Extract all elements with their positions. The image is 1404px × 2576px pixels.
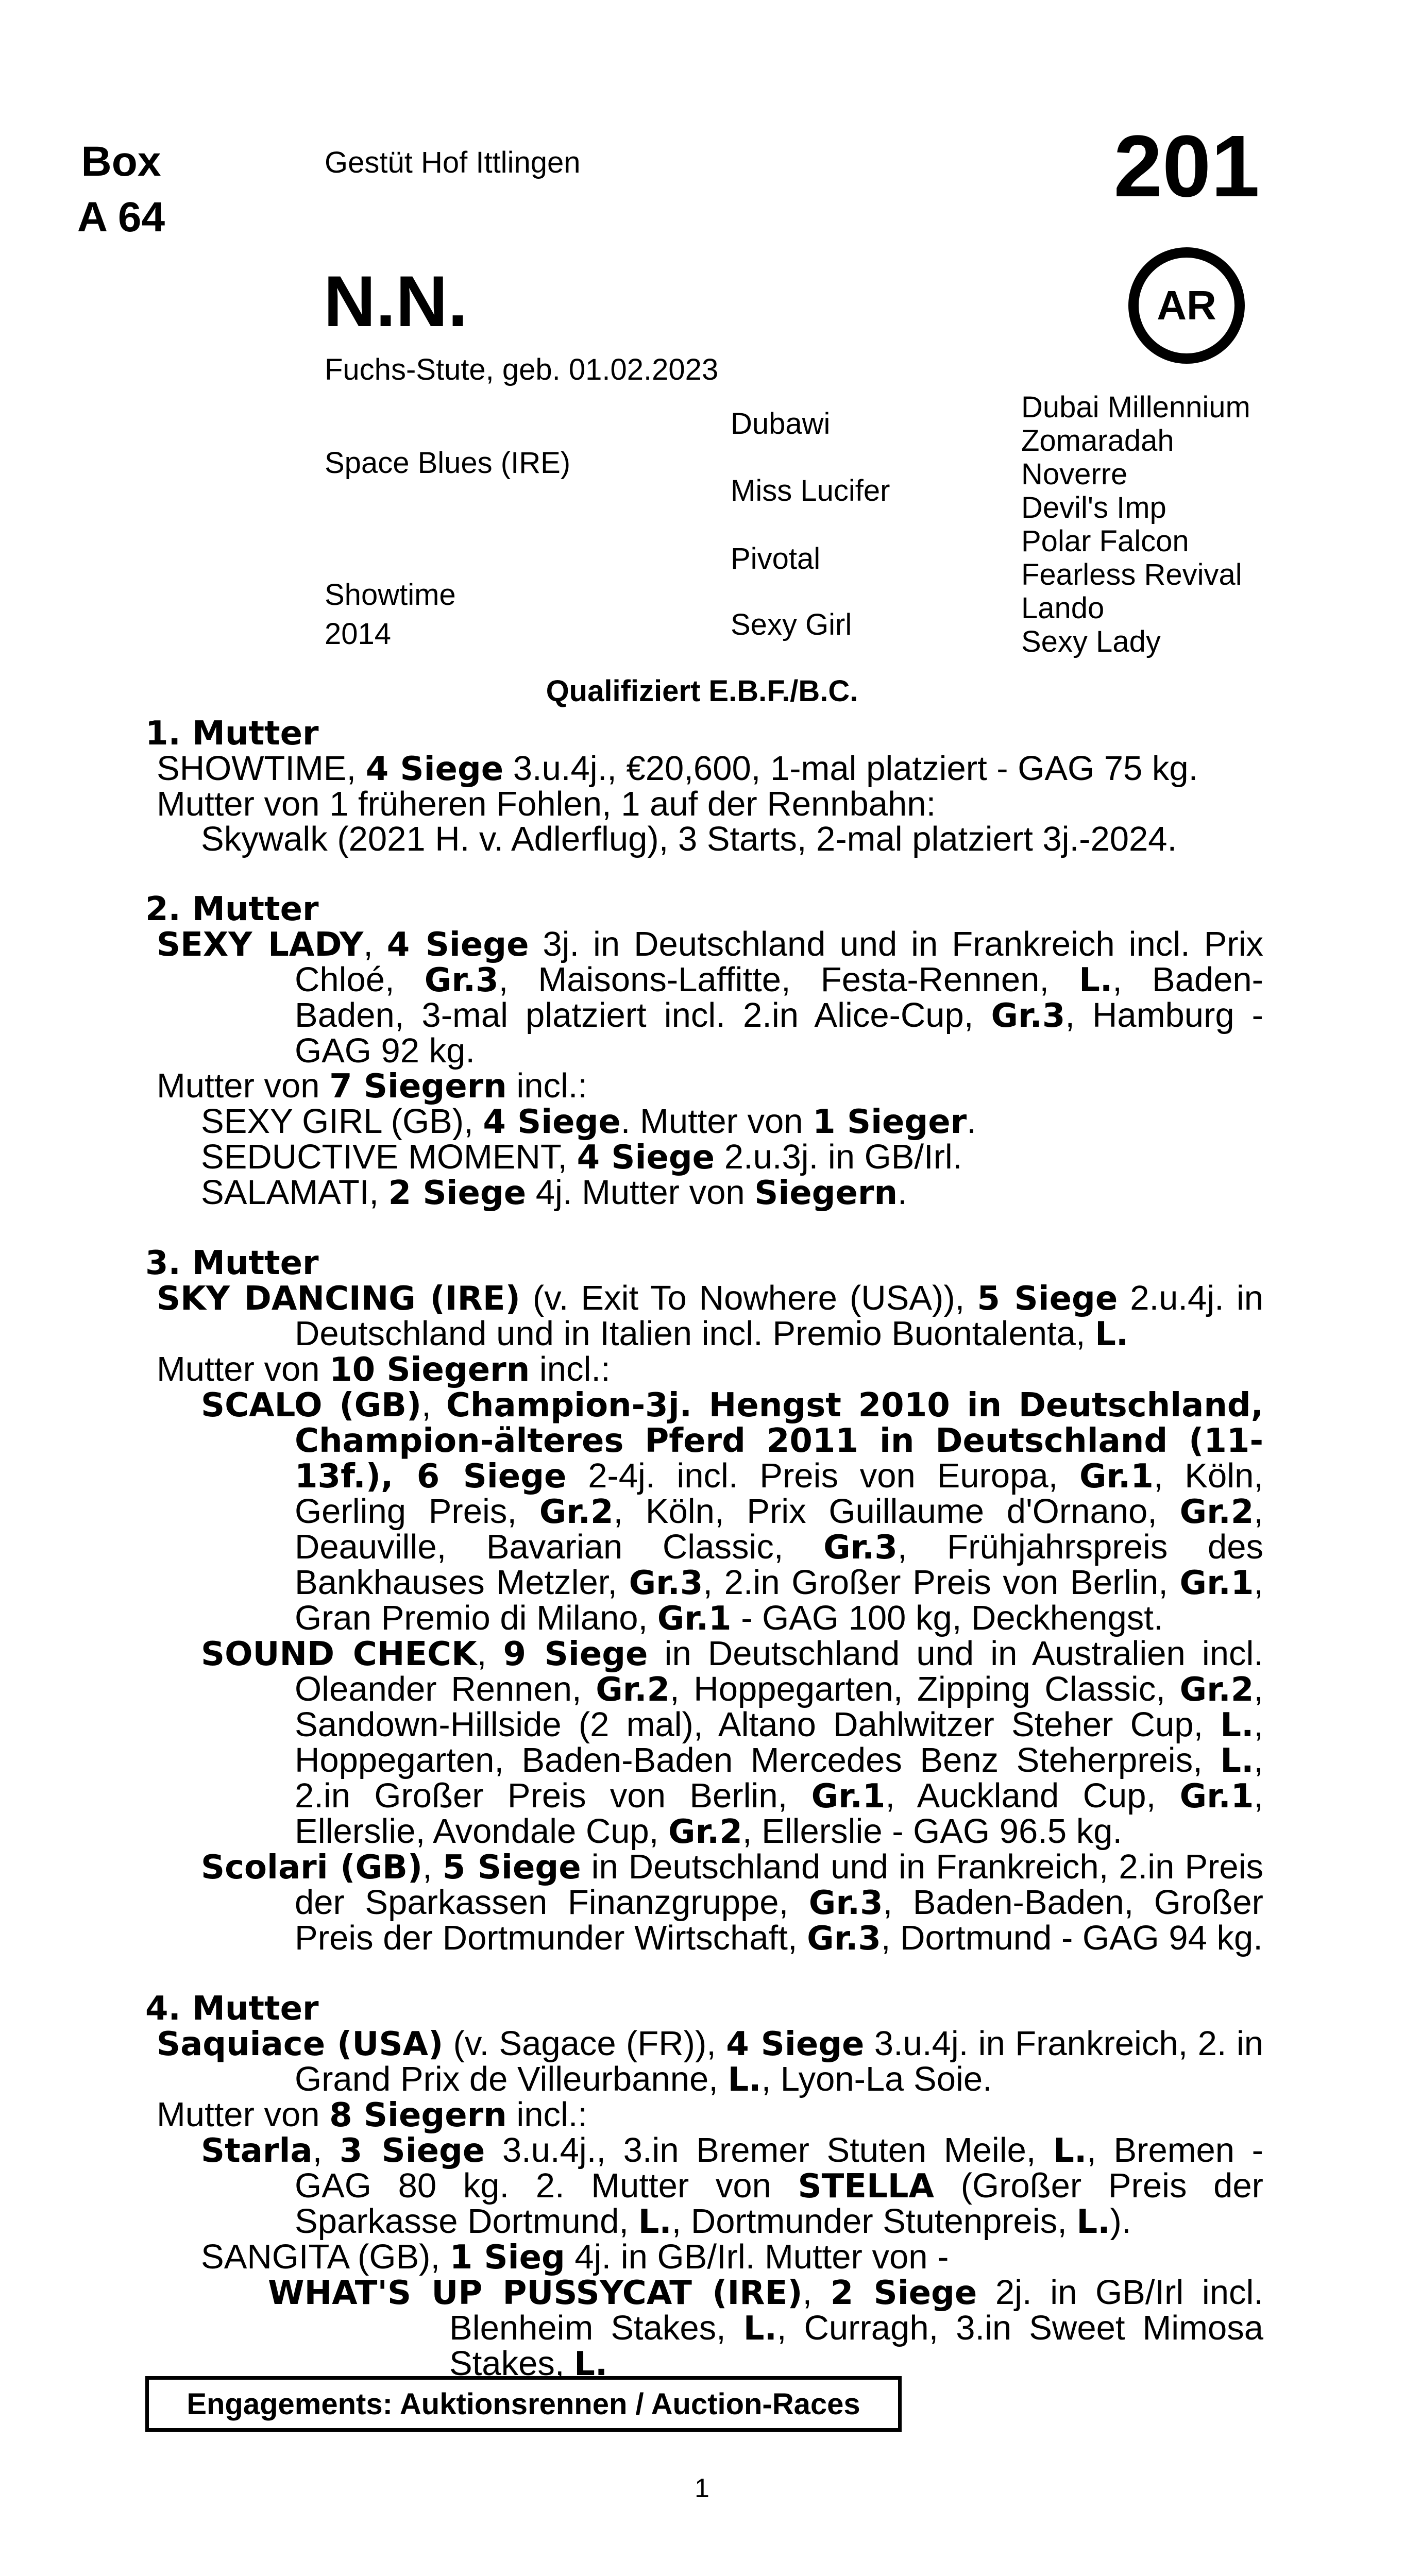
pedigree-dam: Showtime bbox=[325, 578, 456, 612]
page-number: 1 bbox=[695, 2473, 709, 2503]
pedigree-dam-sire: Pivotal bbox=[731, 542, 821, 575]
produce-entry: SALAMATI, 2 Siege 4j. Mutter von Siegern. bbox=[201, 1173, 907, 1212]
produce-entry: Scolari (GB), 5 Siege in Deutschland und in Frankreich, 2.in Preis der Sparkassen Finanzgruppe, Gr.3, Baden-Baden, Großer Preis der Dortmunder Wirtschaft, Gr.3, Dortmund - GAG 94 kg. bbox=[201, 1848, 1264, 1958]
pedigree-ancestor: Zomaradah bbox=[1021, 424, 1174, 457]
section-title: 2. Mutter bbox=[145, 890, 319, 928]
pedigree-ancestor: Polar Falcon bbox=[1021, 524, 1189, 558]
produce-entry: SCALO (GB), Champion-3j. Hengst 2010 in Deutschland, Champion-älteres Pferd 2011 in Deutschland (11-13f.), 6 Siege 2-4j. incl. Preis von Europa, Gr.1, Köln, Gerling Preis, Gr.2, Köln, Prix Guillaume d'Ornano, Gr.2, Deauville, Bavarian Classic, Gr.3, Frühjahrspreis des Bankhauses Metzler, Gr.3, 2.in Großer Preis von Berlin, Gr.1, Gran Premio di Milano, Gr.1 - GAG 100 kg, Deckhengst. bbox=[201, 1385, 1264, 1638]
family-details bbox=[145, 716, 1263, 2417]
section-title: 1. Mutter bbox=[145, 715, 319, 753]
fourth-dam-section bbox=[145, 1991, 1263, 2382]
pedigree-dam-year: 2014 bbox=[325, 617, 392, 651]
ar-badge bbox=[1128, 247, 1245, 364]
engagements-box bbox=[145, 2376, 902, 2432]
box-number: A 64 bbox=[77, 194, 165, 241]
section-title: 4. Mutter bbox=[145, 1990, 319, 2028]
pedigree-ancestor: Fearless Revival bbox=[1021, 558, 1242, 591]
horse-name: N.N. bbox=[324, 261, 468, 342]
pedigree-ancestor: Lando bbox=[1021, 591, 1105, 625]
produce-entry: SEXY GIRL (GB), 4 Siege. Mutter von 1 Sieger. bbox=[201, 1102, 976, 1141]
produce-summary: Mutter von 8 Siegern incl.: bbox=[157, 2095, 588, 2134]
pedigree-ancestor: Dubai Millennium bbox=[1021, 391, 1250, 424]
pedigree-dam-dam: Sexy Girl bbox=[731, 608, 852, 641]
produce-entry: WHAT'S UP PUSSYCAT (IRE), 2 Siege 2j. in GB/Irl incl. Blenheim Stakes, L., Curragh, 3.in Sweet Mimosa Stakes, L. bbox=[268, 2273, 1264, 2383]
dam-record: SHOWTIME, 4 Siege 3.u.4j., €20,600, 1-mal platziert - GAG 75 kg. bbox=[157, 749, 1198, 788]
produce-entry: Starla, 3 Siege 3.u.4j., 3.in Bremer Stuten Meile, L., Bremen - GAG 80 kg. 2. Mutter von STELLA (Großer Preis der Sparkasse Dortmund, L., Dortmunder Stutenpreis, L.). bbox=[201, 2131, 1263, 2241]
produce-entry: SEDUCTIVE MOMENT, 4 Siege 2.u.3j. in GB/Irl. bbox=[201, 1138, 962, 1177]
stud-name: Gestüt Hof Ittlingen bbox=[325, 146, 581, 179]
box-label: Box bbox=[81, 138, 161, 185]
dam-record: Saquiace (USA) (v. Sagace (FR)), 4 Siege 3.u.4j. in Frankreich, 2. in Grand Prix de Villeurbanne, L., Lyon-La Soie. bbox=[157, 2024, 1264, 2099]
qualification: Qualifiziert E.B.F./B.C. bbox=[546, 674, 858, 708]
pedigree-sire-sire: Dubawi bbox=[731, 407, 831, 440]
pedigree-ancestor: Noverre bbox=[1021, 457, 1128, 491]
third-dam-section bbox=[145, 1246, 1263, 1956]
first-dam-section bbox=[145, 716, 1263, 857]
produce-summary: Mutter von 7 Siegern incl.: bbox=[157, 1066, 588, 1106]
produce-summary: Mutter von 10 Siegern incl.: bbox=[157, 1350, 611, 1389]
pedigree-ancestor: Devil's Imp bbox=[1021, 491, 1166, 524]
produce-summary: Mutter von 1 früheren Fohlen, 1 auf der Rennbahn: bbox=[157, 785, 936, 823]
pedigree-sire-dam: Miss Lucifer bbox=[731, 474, 890, 507]
catalogue-number: 201 bbox=[1113, 117, 1260, 215]
pedigree-third-generation bbox=[1021, 391, 1250, 658]
produce-entry: SANGITA (GB), 1 Sieg 4j. in GB/Irl. Mutter von - bbox=[201, 2238, 949, 2277]
pedigree-sire: Space Blues (IRE) bbox=[325, 446, 571, 480]
pedigree-ancestor: Sexy Lady bbox=[1021, 625, 1161, 658]
produce-entry: SOUND CHECK, 9 Siege in Deutschland und in Australien incl. Oleander Rennen, Gr.2, Hoppegarten, Zipping Classic, Gr.2, Sandown-Hillside (2 mal), Altano Dahlwitzer Steher Cup, L., Hoppegarten, Baden-Baden Mercedes Benz Steherpreis, L., 2.in Großer Preis von Berlin, Gr.1, Auckland Cup, Gr.1, Ellerslie, Avondale Cup, Gr.2, Ellerslie - GAG 96.5 kg. bbox=[201, 1634, 1264, 1851]
section-title: 3. Mutter bbox=[145, 1244, 319, 1282]
ar-badge-text: AR bbox=[1157, 282, 1216, 328]
dam-record: SEXY LADY, 4 Siege 3j. in Deutschland und in Frankreich incl. Prix Chloé, Gr.3, Maisons-Laffitte, Festa-Rennen, L., Baden-Baden, 3-mal platziert incl. 2.in Alice-Cup, Gr.3, Hamburg - GAG 92 kg. bbox=[157, 925, 1264, 1070]
engagements-text: Engagements: Auktionsrennen / Auction-Races bbox=[187, 2387, 860, 2421]
second-dam-section bbox=[145, 892, 1263, 1211]
horse-description: Fuchs-Stute, geb. 01.02.2023 bbox=[325, 353, 719, 386]
dam-record: SKY DANCING (IRE) (v. Exit To Nowhere (USA)), 5 Siege 2.u.4j. in Deutschland und in Italien incl. Premio Buontalenta, L. bbox=[157, 1279, 1263, 1353]
produce-entry: Skywalk (2021 H. v. Adlerflug), 3 Starts, 2-mal platziert 3j.-2024. bbox=[201, 820, 1177, 858]
